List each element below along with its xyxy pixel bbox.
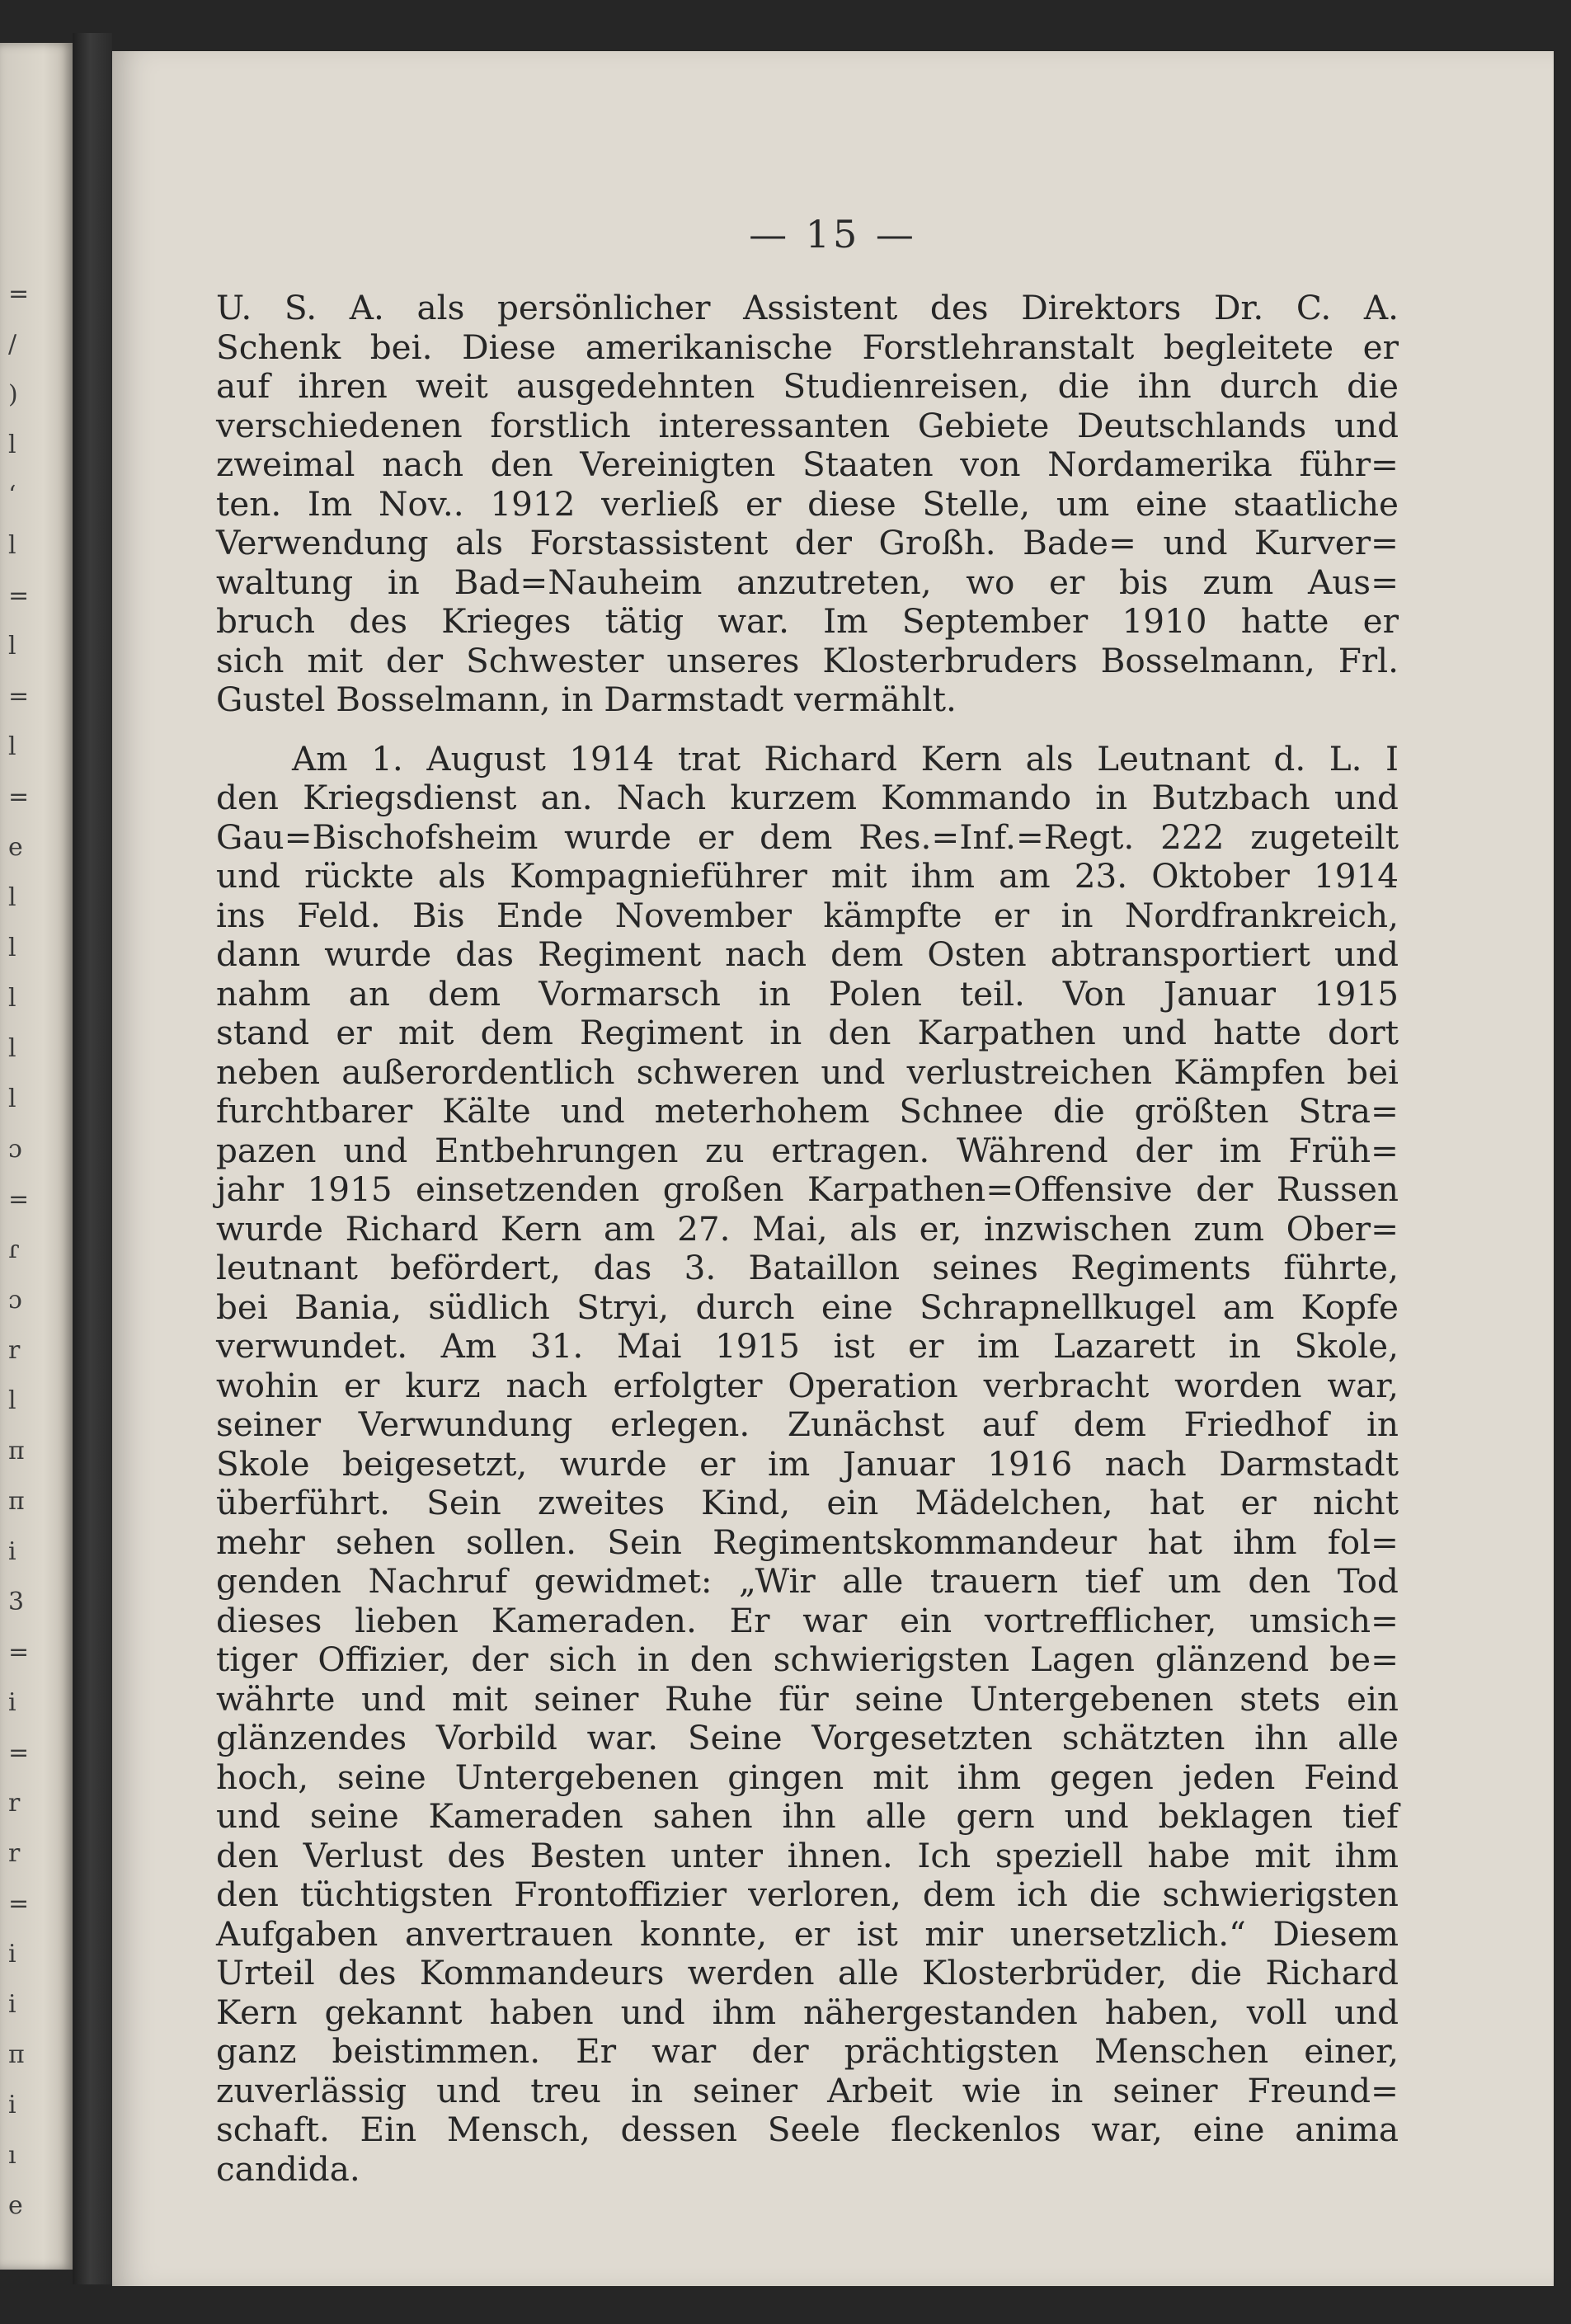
text-line: bruch des Krieges tätig war. Im September 1910 hatte er [216,601,1399,641]
facing-page-glyph: l [8,531,16,560]
text-line: ganz beistimmen. Er war der prächtigsten Menschen einer, [216,2031,1399,2071]
facing-page-glyph: l [8,934,16,962]
book-page [112,51,1554,2286]
text-line: Am 1. August 1914 trat Richard Kern als Leutnant d. L. I [292,738,1399,779]
text-line: seiner Verwundung erlegen. Zunächst auf dem Friedhof in [216,1404,1399,1444]
facing-page-glyph: l [8,984,16,1013]
facing-page-glyph: = [8,280,30,308]
facing-page-glyph: π [8,1437,25,1465]
facing-page-glyph: = [8,783,30,812]
text-line: zuverlässig und treu in seiner Arbeit wie in seiner Freund= [216,2070,1399,2110]
facing-page-glyph: i [8,1537,16,1566]
text-line: schaft. Ein Mensch, dessen Seele fleckenlos war, eine anima [216,2110,1399,2149]
text-line: und rückte als Kompagnieführer mit ihm am 23. Oktober 1914 [216,856,1399,896]
facing-page-glyph: l [8,1034,16,1063]
text-line: und seine Kameraden sahen ihn alle gern und beklagen tief [216,1796,1399,1836]
text-line: den tüchtigsten Frontoffizier verloren, dem ich die schwierigsten [216,1875,1399,1914]
text-line: mehr sehen sollen. Sein Regimentskommandeur hat ihm fol= [216,1522,1399,1562]
text-line: Aufgaben anvertrauen konnte, er ist mir unersetzlich.“ Diesem [216,1913,1399,1954]
text-line: verschiedenen forstlich interessanten Gebiete Deutschlands und [216,405,1399,445]
facing-page-glyph: = [8,1185,30,1214]
facing-page-glyph: i [8,1990,16,2019]
text-line: nahm an dem Vormarsch in Polen teil. Von Januar 1915 [216,973,1399,1014]
facing-page-glyph: = [8,682,30,711]
text-line: candida. [216,2148,360,2189]
facing-page-glyph: l [8,632,16,661]
text-line: den Kriegsdienst an. Nach kurzem Kommando in Butzbach und [216,778,1399,817]
text-line: Verwendung als Forstassistent der Großh. Bade= und Kurver= [216,523,1399,562]
facing-page-glyph: r [8,1839,21,1868]
facing-page-glyph: = [8,1889,30,1918]
facing-page-glyph: i [8,1940,16,1969]
book-gutter [73,33,112,2284]
text-line: neben außerordentlich schweren und verlustreichen Kämpfen bei [216,1051,1399,1092]
text-line: überführt. Sein zweites Kind, ein Mädelchen, hat er nicht [216,1483,1399,1522]
body-text [216,289,1399,2189]
facing-page-glyph: i [8,2091,16,2119]
text-line: dieses lieben Kameraden. Er war ein vortrefflicher, umsich= [216,1600,1399,1640]
facing-page-glyph: = [8,1738,30,1767]
text-line: Schenk bei. Diese amerikanische Forstlehranstalt begleitete er [216,327,1399,367]
facing-page-glyph: e [8,2191,23,2220]
facing-page-glyph: e [8,833,23,862]
text-line: U. S. A. als persönlicher Assistent des Direktors Dr. C. A. [216,288,1399,327]
facing-page-glyph: = [8,1638,30,1667]
text-line: sich mit der Schwester unseres Klosterbruders Bosselmann, Frl. [216,640,1399,680]
facing-page-glyph: l [8,1084,16,1113]
text-line: Skole beigesetzt, wurde er im Januar 1916 nach Darmstadt [216,1443,1399,1484]
facing-page-glyph: ʻ [8,481,16,510]
text-line: auf ihren weit ausgedehnten Studienreisen, die ihn durch die [216,366,1399,406]
text-line: bei Bania, südlich Stryi, durch eine Schrapnellkugel am Kopfe [216,1287,1399,1327]
text-line: jahr 1915 einsetzenden großen Karpathen=Offensive der Russen [216,1169,1399,1209]
page-number: — 15 — [749,212,917,256]
facing-page-glyph: l [8,430,16,459]
facing-page-glyph: = [8,581,30,610]
facing-page-glyph: π [8,1487,25,1516]
text-line: zweimal nach den Vereinigten Staaten von Nordamerika führ= [216,445,1399,484]
text-line: stand er mit dem Regiment in den Karpathen und hatte dort [216,1013,1399,1052]
text-line: waltung in Bad=Nauheim anzutreten, wo er bis zum Aus= [216,562,1399,602]
text-line: Gustel Bosselmann, in Darmstadt vermählt. [216,680,957,719]
facing-page-glyph: π [8,2040,25,2069]
paragraph-gap [216,720,1399,740]
facing-page-glyph: r [8,1789,21,1818]
paragraph-1 [216,289,1399,720]
facing-page-glyph: l [8,883,16,912]
facing-page-glyph: ) [8,380,18,409]
text-line: den Verlust des Besten unter ihnen. Ich speziell habe mit ihm [216,1835,1399,1875]
text-line: Gau=Bischofsheim wurde er dem Res.=Inf.=Regt. 222 zugeteilt [216,816,1399,857]
facing-page-glyph: l [8,1386,16,1415]
text-line: hoch, seine Untergebenen gingen mit ihm gegen jeden Feind [216,1757,1399,1797]
text-line: pazen und Entbehrungen zu ertragen. Während der im Früh= [216,1130,1399,1170]
text-line: währte und mit seiner Ruhe für seine Untergebenen stets ein [216,1678,1399,1719]
facing-page-glyph: ɔ [8,1286,22,1315]
facing-page-glyph: 3 [8,1588,25,1616]
text-line: dann wurde das Regiment nach dem Osten abtransportiert und [216,934,1399,974]
text-line: tiger Offizier, der sich in den schwierigsten Lagen glänzend be= [216,1640,1399,1679]
facing-page-glyph: r [8,1336,21,1365]
facing-page-glyph: l [8,732,16,761]
text-line: verwundet. Am 31. Mai 1915 ist er im Lazarett in Skole, [216,1326,1399,1366]
facing-page-glyph: ɾ [8,1235,20,1264]
facing-page-glyph: / [8,330,17,359]
text-line: Kern gekannt haben und ihm nähergestanden haben, voll und [216,1992,1399,2032]
text-line: wurde Richard Kern am 27. Mai, als er, inzwischen zum Ober= [216,1208,1399,1249]
facing-page-glyph: i [8,1688,16,1717]
text-line: ten. Im Nov.. 1912 verließ er diese Stelle, um eine staatliche [216,483,1399,524]
text-line: ins Feld. Bis Ende November kämpfte er in Nordfrankreich, [216,895,1399,935]
facing-page-glyph: ı [8,2141,16,2170]
text-line: leutnant befördert, das 3. Bataillon seines Regiments führte, [216,1248,1399,1287]
facing-page-edge [0,43,73,2270]
text-line: genden Nachruf gewidmet: „Wir alle trauern tief um den Tod [216,1561,1399,1601]
text-line: furchtbarer Kälte und meterhohem Schnee die größten Stra= [216,1091,1399,1131]
paragraph-2 [216,740,1399,2190]
text-line: Urteil des Kommandeurs werden alle Klosterbrüder, die Richard [216,1953,1399,1992]
facing-page-glyph: ɔ [8,1135,22,1164]
text-line: wohin er kurz nach erfolgter Operation verbracht worden war, [216,1365,1399,1405]
text-line: glänzendes Vorbild war. Seine Vorgesetzten schätzten ihn alle [216,1718,1399,1757]
